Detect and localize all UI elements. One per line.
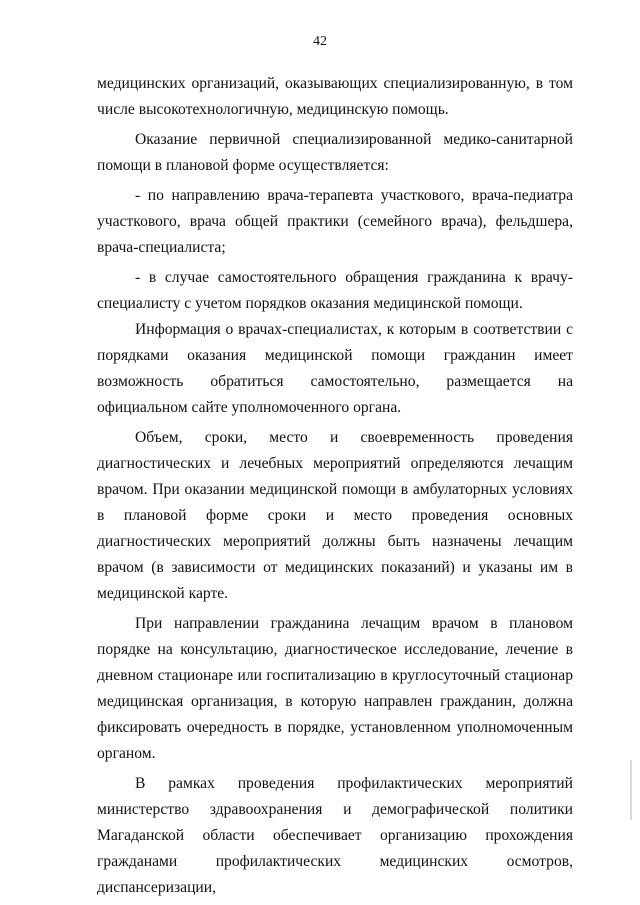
paragraph-referral-queue: При направлении гражданина лечащим врачом в плановом порядке на консультацию, диагностическое исследование, лечение в дневном стационаре или госпитализацию в круглосуточный стационар медицинская организация, в которую направлен гражданин, должна фиксировать очередность в порядке, установленном уполномоченным органом. (97, 615, 573, 762)
list-item-self-referral: - в случае самостоятельного обращения гражданина к врачу-специалисту с учетом порядков оказания медицинской помощи. (97, 269, 573, 312)
scan-edge-mark (630, 760, 632, 820)
paragraph-specialist-info: Информация о врачах-специалистах, к которым в соответствии с порядками оказания медицинской помощи гражданин имеет возможность обратиться самостоятельно, размещается на официальном сайте уполномоченного органа. (97, 321, 573, 416)
paragraph-continuation: медицинских организаций, оказывающих специализированную, в том числе высокотехнологичную, медицинскую помощь. (97, 75, 573, 118)
list-item-referral: - по направлению врача-терапевта участкового, врача-педиатра участкового, врача общей практики (семейного врача), фельдшера, врача-специалиста; (97, 187, 573, 256)
paragraph-scope-and-terms: Объем, сроки, место и своевременность проведения диагностических и лечебных мероприятий определяются лечащим врачом. При оказании медицинской помощи в амбулаторных условиях в плановой форме сроки и место проведения основных диагностических мероприятий должны быть назначены лечащим врачом (в зависимости от медицинских показаний) и указаны им в медицинской карте. (97, 429, 573, 602)
paragraph-primary-care: Оказание первичной специализированной медико-санитарной помощи в плановой форме осуществляется: (97, 131, 573, 174)
paragraph-preventive-measures: В рамках проведения профилактических мероприятий министерство здравоохранения и демографической политики Магаданской области обеспечивает организацию прохождения гражданами профилактических медицинских осмотров, диспансеризации, (97, 775, 573, 896)
page-number: 42 (313, 34, 327, 49)
document-body (97, 71, 573, 901)
